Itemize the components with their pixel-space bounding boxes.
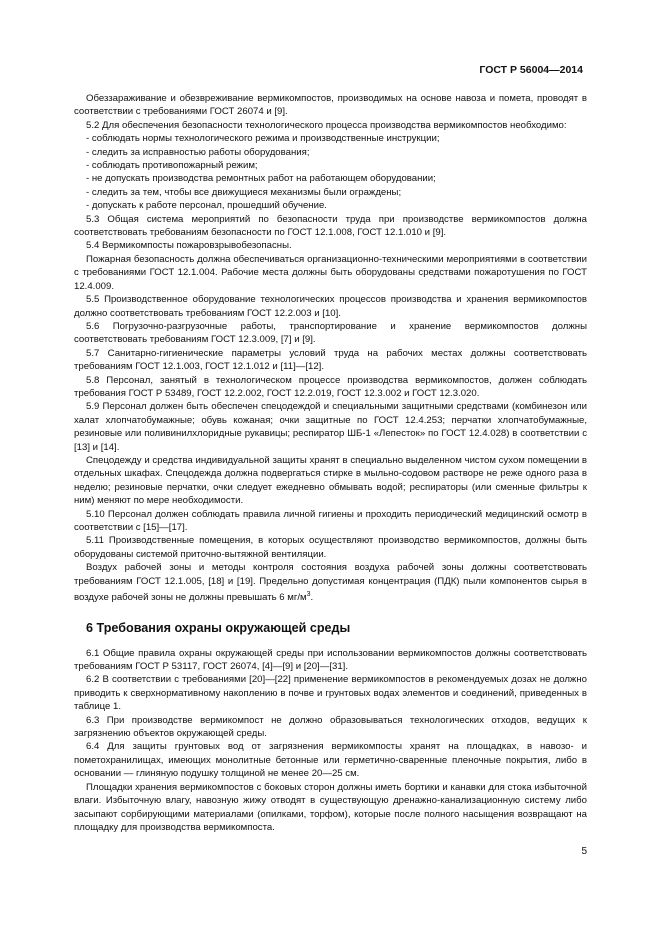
paragraph: 5.5 Производственное оборудование технологических процессов производства и хранения вермикомпостов должно соответствовать требованиям ГОСТ 12.2.003 и [10]. (74, 294, 587, 319)
list-item: - соблюдать противопожарный режим; (86, 160, 258, 172)
list-item: - соблюдать нормы технологического режима и производственные инструкции; (86, 133, 440, 145)
list-item: - следить за исправностью работы оборудования; (86, 146, 310, 158)
paragraph: Обеззараживание и обезвреживание вермикомпостов, производимых на основе навоза и помета, проводят в соответствии с требованиями ГОСТ 26074 и [9]. (74, 93, 587, 118)
paragraph: 5.2 Для обеспечения безопасности технологического процесса производства вермикомпостов необходимо: (86, 119, 567, 131)
paragraph: 5.4 Вермикомпосты пожаровзрывобезопасны. (86, 240, 292, 252)
paragraph: Площадки хранения вермикомпостов с боковых сторон должны иметь бортики и канавки для стока избыточной влаги. Избыточную влагу, навозную жижу отводят в существующую дренажно-канализационную систему либо засыпают сорбирующими материалами (опилками, торфом), которые после полного насыщения возвращают на площадку для производства вермикомпоста. (74, 781, 587, 833)
paragraph: 5.3 Общая система мероприятий по безопасности труда при производстве вермикомпостов должна соответствовать требованиям безопасности по ГОСТ 12.1.008, ГОСТ 12.1.010 и [9]. (74, 213, 587, 239)
paragraph: Пожарная безопасность должна обеспечиваться организационно-техническими мероприятиями в соответствии с требованиями ГОСТ 12.1.004. Рабочие места должны быть оборудованы средствами пожаротушения по ГОСТ 12.4.009. (74, 253, 587, 292)
paragraph: 6.1 Общие правила охраны окружающей среды при использовании вермикомпостов должны соответствовать требованиям ГОСТ Р 53117, ГОСТ 26074, [4]—[9] и [20]—[31]. (74, 647, 587, 673)
paragraph: Спецодежду и средства индивидуальной защиты хранят в специально выделенном чистом сухом помещении в отдельных шкафах. Спецодежда должна подвергаться стирке в мыльно-содовом растворе не реже одного раза в неделю; резиновые перчатки, очки следует ежедневно обмывать водой; респираторы (или сменные фильтры к ним) меняют по мере необходимости. (74, 454, 587, 507)
requirements-list (74, 132, 587, 212)
page-content (74, 92, 587, 834)
paragraph: 6.3 При производстве вермикомпост не должно образовываться технологических отходов, ведущих к загрязнению объектов окружающей среды. (74, 714, 587, 740)
text-run: . (310, 592, 314, 604)
paragraph (74, 561, 587, 604)
text-run: Воздух рабочей зоны и методы контроля состояния воздуха рабочей зоны должны соответствовать требованиям ГОСТ 12.1.005, [18] и [19]. Предельно допустимая концентрация (ПДК) пыли компонентов сырья в воздухе рабочей зоны не должны превышать 6 мг/м (74, 562, 587, 604)
paragraph: 6.2 В соответствии с требованиями [20]—[22] применение вермикомпостов в рекомендуемых дозах не должно приводить к сверхнормативному накоплению в почве и грунтовых водах элементов и соединений, приведенных в таблице 1. (74, 674, 587, 713)
paragraph: 5.8 Персонал, занятый в технологическом процессе производства вермикомпостов, должен соблюдать требования ГОСТ Р 53489, ГОСТ 12.2.002, ГОСТ 12.2.019, ГОСТ 12.3.002 и ГОСТ 12.3.020. (74, 374, 587, 399)
paragraph: 5.9 Персонал должен быть обеспечен спецодеждой и специальными защитными средствами (комбинезон или халат хлопчатобумажные; обувь кожаная; очки защитные по ГОСТ 12.4.253; перчатки хлопчатобумажные, резиновые или поливинилхлоридные рукавицы; респиратор ШБ-1 «Лепесток» по ГОСТ 12.4.028) в соответствии с [13] и [14]. (74, 401, 587, 453)
list-item: - следить за тем, чтобы все движущиеся механизмы были ограждены; (86, 186, 402, 198)
paragraph: 5.6 Погрузочно-разгрузочные работы, транспортирование и хранение вермикомпостов должны соответствовать требованиям ГОСТ 12.3.009, [7] и [9]. (74, 320, 587, 346)
list-item: - не допускать производства ремонтных работ на работающем оборудовании; (86, 173, 436, 185)
paragraph: 5.7 Санитарно-гигиенические параметры условий труда на рабочих местах должны соответствовать требованиям ГОСТ 12.1.003, ГОСТ 12.1.012 и [11]—[12]. (74, 347, 587, 373)
paragraph: 5.11 Производственные помещения, в которых осуществляют производство вермикомпостов, должны быть оборудованы системой приточно-вытяжной вентиляции. (74, 535, 587, 560)
list-item: - допускать к работе персонал, прошедший обучение. (86, 200, 327, 212)
superscript: 3 (306, 591, 311, 599)
page-number: 5 (581, 846, 587, 857)
paragraph: 5.10 Персонал должен соблюдать правила личной гигиены и проходить периодический медицинский осмотр в соответствии с [15]—[17]. (74, 508, 587, 533)
standard-header: ГОСТ Р 56004—2014 (479, 64, 583, 76)
section-heading: 6 Требования охраны окружающей среды (86, 620, 351, 635)
paragraph: 6.4 Для защиты грунтовых вод от загрязнения вермикомпосты хранят на площадках, в навозо- и пометохранилищах, имеющих монолитные бетонные или герметично-сваренные пленочные покрытия, либо в основании — глиняную подушку толщиной не менее 20—25 см. (74, 741, 587, 780)
